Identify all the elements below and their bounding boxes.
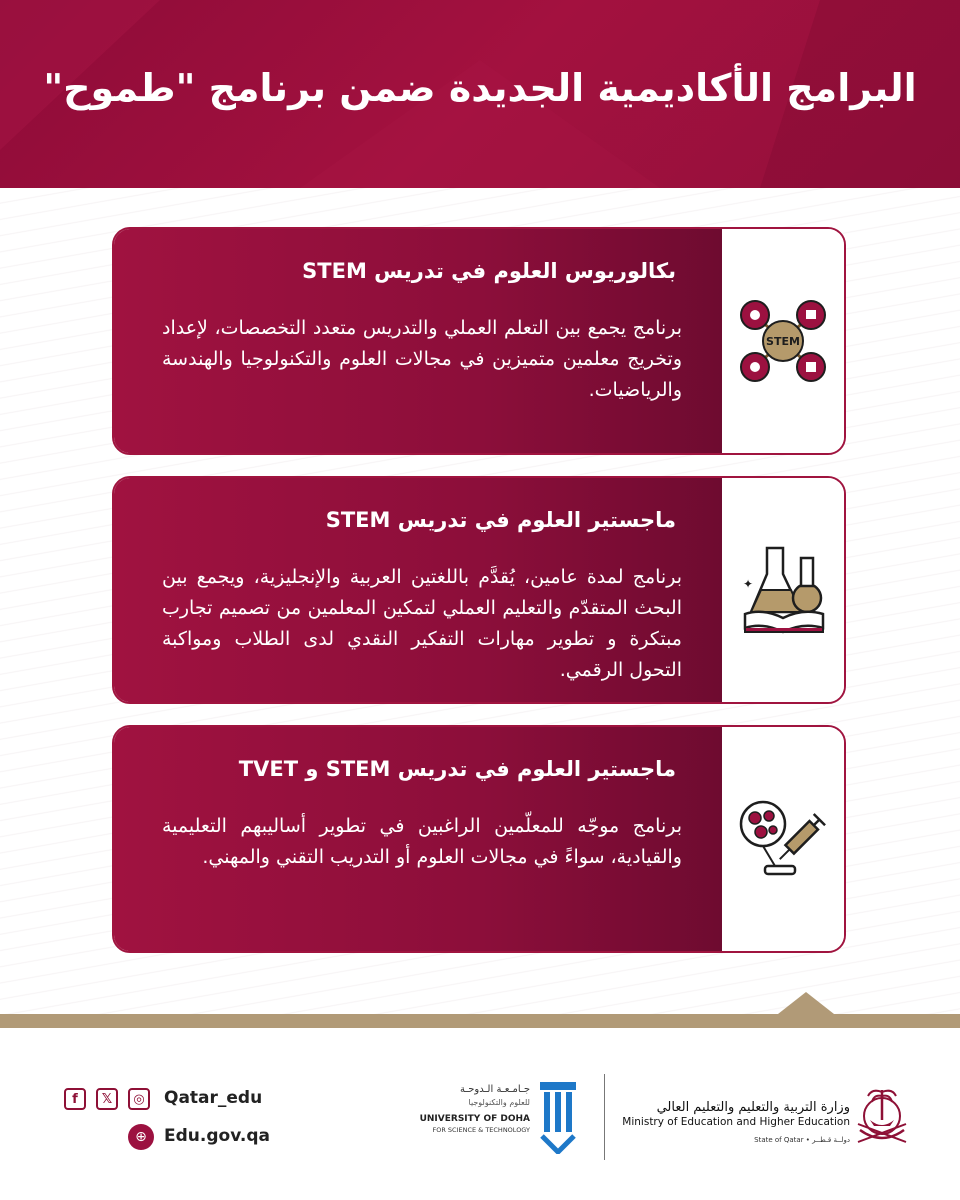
stem-icon xyxy=(737,295,829,387)
x-icon[interactable]: 𝕏 xyxy=(96,1088,118,1110)
program-card-master-stem xyxy=(112,476,846,704)
globe-icon: ⊕ xyxy=(128,1124,154,1150)
udst-arabic-sub: للعلوم والتكنولوجيا xyxy=(468,1098,530,1107)
card-description: برنامج يجمع بين التعلم العملي والتدريس متعدد التخصصات، لإعداد وتخريج معلمين متميزين في مجالات العلوم والتكنولوجيا والهندسة والرياضيات. xyxy=(162,317,682,401)
divider-notch xyxy=(778,992,834,1014)
ministry-english-name: Ministry of Education and Higher Education xyxy=(622,1116,850,1128)
footer-divider xyxy=(0,1014,960,1028)
header-banner xyxy=(0,0,960,188)
page-title: البرامج الأكاديمية الجديدة ضمن برنامج "طموح" xyxy=(43,66,917,110)
card-title: بكالوريوس العلوم في تدريس STEM xyxy=(302,259,676,283)
petri-syringe-icon xyxy=(735,794,831,884)
card-description: برنامج موجّه للمعلّمين الراغبين في تطوير أساليبهم التعليمية والقيادية، سواءً في مجالات العلوم أو التدريب التقني والمهني. xyxy=(162,815,682,868)
instagram-icon[interactable]: ◎ xyxy=(128,1088,150,1110)
card-icon-box xyxy=(722,229,844,453)
udst-mark-icon xyxy=(538,1080,578,1154)
udst-english-name: UNIVERSITY OF DOHA xyxy=(419,1114,530,1124)
ministry-arabic-name: وزارة التربية والتعليم والتعليم العالي xyxy=(656,1100,850,1115)
stem-icon-label: STEM xyxy=(766,335,800,348)
card-description: برنامج لمدة عامين، يُقدَّم باللغتين العربية والإنجليزية، ويجمع بين البحث المتقدّم والتعليم العملي لتمكين المعلمين من تصميم تجارب مبتكرة و تطوير مهارات التفكير النقدي لدى الطلاب ومواكبة التحول الرقمي. xyxy=(162,566,682,681)
program-card-bachelor-stem xyxy=(112,227,846,455)
facebook-icon[interactable]: f xyxy=(64,1088,86,1110)
card-icon-box xyxy=(722,727,844,951)
logo-separator xyxy=(604,1074,605,1160)
social-handle[interactable]: Qatar_edu xyxy=(164,1088,263,1108)
svg-text:✦: ✦ xyxy=(743,577,754,591)
qatar-emblem-icon xyxy=(854,1080,910,1150)
card-icon-box xyxy=(722,478,844,702)
website-link[interactable]: Edu.gov.qa xyxy=(164,1126,270,1146)
udst-english-sub: FOR SCIENCE & TECHNOLOGY xyxy=(432,1126,530,1134)
card-title: ماجستير العلوم في تدريس STEM xyxy=(325,508,676,532)
social-links xyxy=(64,1088,150,1110)
ministry-logo xyxy=(620,1080,910,1160)
udst-arabic-name: جـامـعـة الـدوحـة xyxy=(459,1084,530,1095)
flask-book-icon xyxy=(737,540,829,640)
program-card-master-stem-tvet xyxy=(112,725,846,953)
ministry-state: State of Qatar • دولــة قـطــر xyxy=(754,1136,850,1144)
udst-logo xyxy=(419,1080,610,1160)
card-title: ماجستير العلوم في تدريس STEM و TVET xyxy=(238,757,676,781)
